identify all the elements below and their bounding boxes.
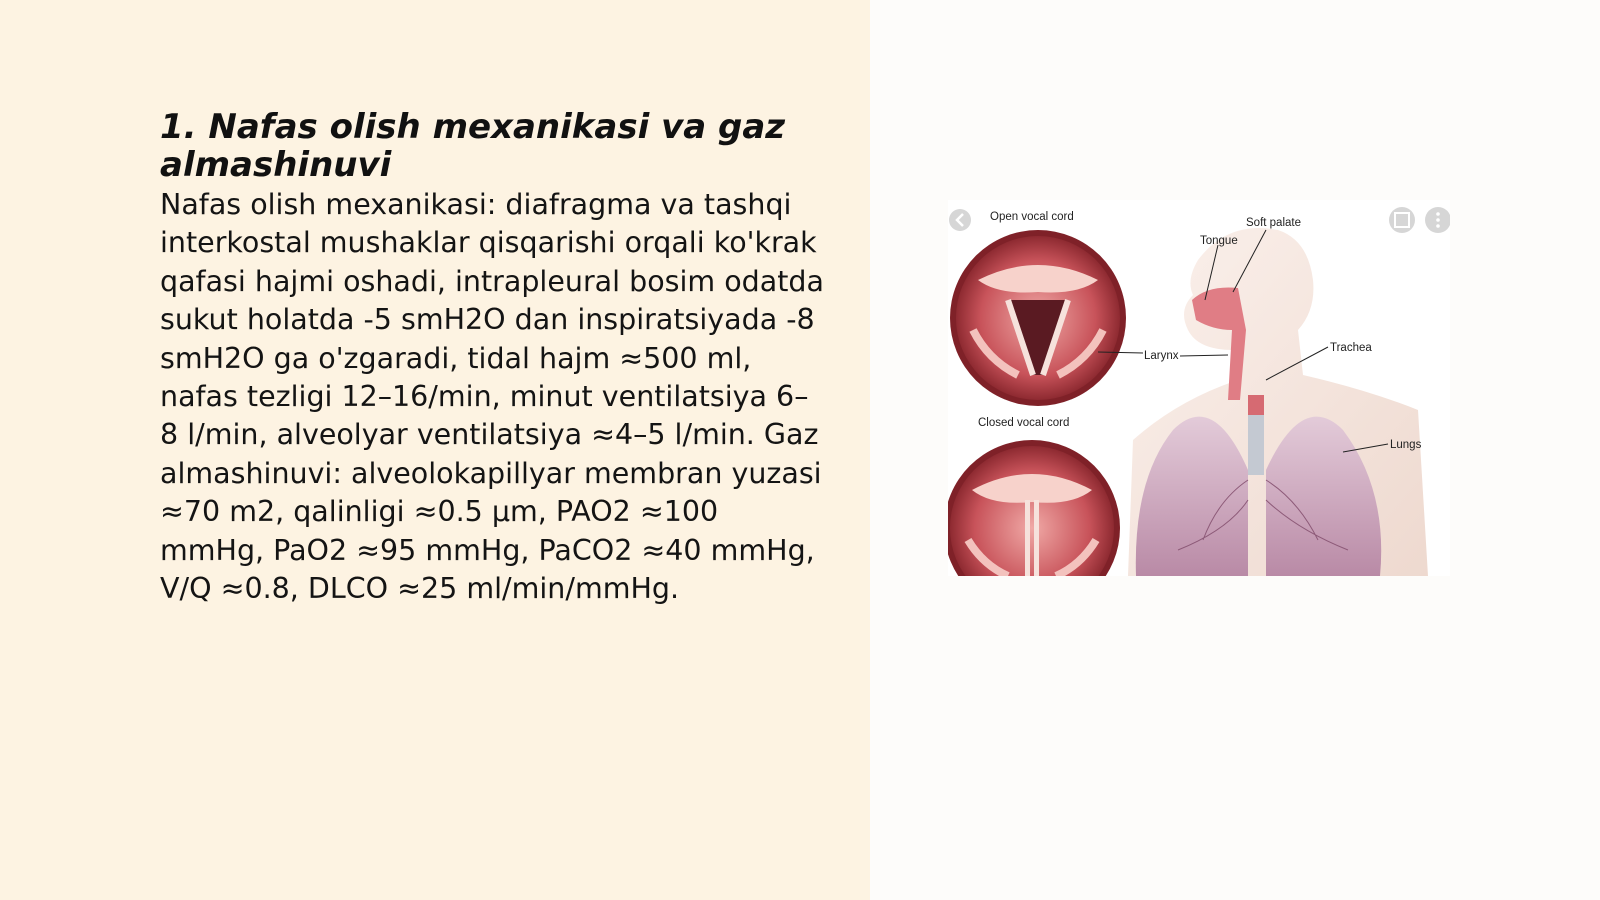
torso-illustration: [1128, 228, 1428, 576]
slide-title: 1. Nafas olish mexanikasi va gaz almashinuvi: [160, 107, 786, 185]
more-options-icon[interactable]: [1425, 207, 1450, 233]
closed-vocal-cord-label: Closed vocal cord: [978, 417, 1070, 429]
back-icon[interactable]: [949, 209, 971, 231]
slide-body-text: Nafas olish mexanikasi: diafragma va tashqi interkostal mushaklar qisqarishi orqali ko'krak qafasi hajmi oshadi, intrapleural bosim odatda sukut holatda -5 smH2O dan inspiratsiyada -8 smH2O ga o'zgaradi, tidal hajm ≈500 ml, nafas tezligi 12–16/min, minut ventilatsiya 6–8 l/min, alveolyar ventilatsiya ≈4–5 l/min. Gaz almashinuvi: alveolokapillyar membran yuzasi ≈70 m2, qalinligi ≈0.5 µm, PAO2 ≈100 mmHg, PaO2 ≈95 mmHg, PaCO2 ≈40 mmHg, V/Q ≈0.8, DLCO ≈25 ml/min/mmHg.: [160, 188, 824, 606]
open-vocal-cord-illustration: [950, 230, 1126, 406]
tongue-label: Tongue: [1200, 235, 1238, 247]
closed-vocal-cord-illustration: [948, 440, 1120, 576]
soft-palate-label: Soft palate: [1246, 217, 1301, 229]
trachea-label: Trachea: [1330, 342, 1372, 354]
larynx-label: Larynx: [1144, 350, 1179, 362]
open-vocal-cord-label: Open vocal cord: [990, 211, 1074, 223]
lungs-label: Lungs: [1390, 439, 1422, 451]
respiratory-anatomy-figure: [948, 200, 1450, 576]
expand-icon[interactable]: [1389, 207, 1415, 233]
anatomy-illustration: [948, 200, 1450, 576]
